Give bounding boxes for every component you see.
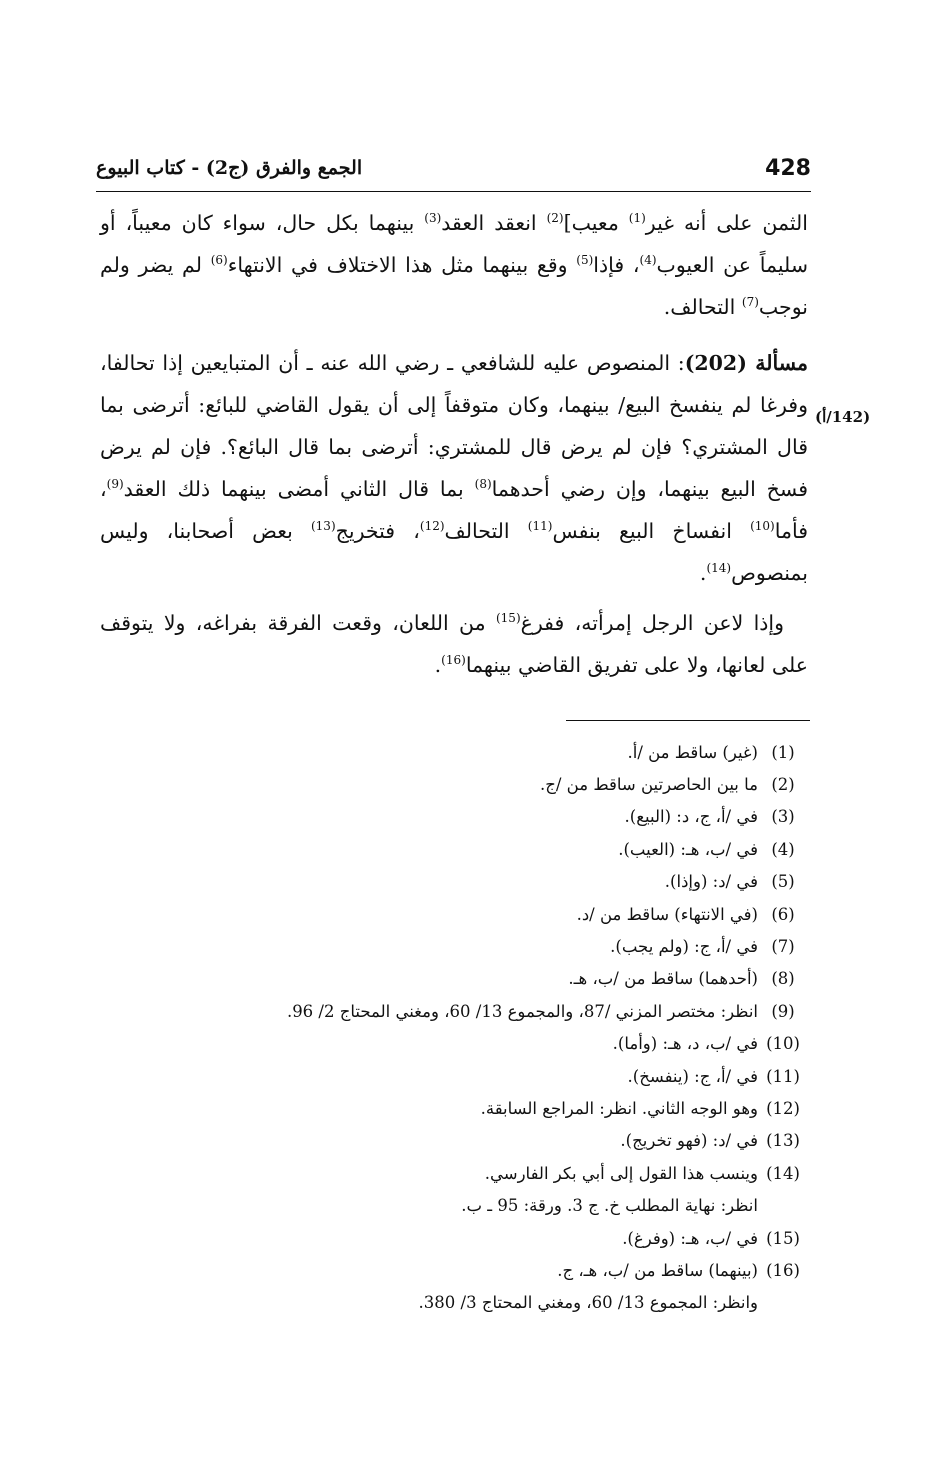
text-run: ، فتخريج [335, 519, 420, 543]
footnote-number: (5) [771, 872, 795, 892]
footnote [180, 768, 808, 800]
paragraph-1 [100, 202, 808, 328]
footnote-ref-7[interactable]: (7) [741, 295, 759, 309]
text-run: ، فإذا [593, 253, 640, 277]
paragraph-issue-202 [100, 342, 808, 594]
footnote-number: (3) [771, 807, 795, 827]
text-run: معيب] [563, 211, 629, 235]
footnote-number: (2) [771, 775, 795, 795]
text-run: الثمن على أنه غير [645, 211, 808, 235]
footnote [180, 736, 808, 768]
paragraph-3 [100, 602, 808, 686]
footnote-text: وانظر: المجموع 13/ 60، ومغني المحتاج 3/ 380. [418, 1293, 758, 1313]
footnote-number: (11) [766, 1066, 800, 1086]
footnote-separator [566, 720, 810, 721]
text-run: بينهما بكل حال، سواء كان معيباً، أو سليماً عن العيوب [100, 211, 808, 277]
footnote [180, 963, 808, 995]
footnote-ref-15[interactable]: (15) [495, 611, 521, 625]
footnote-text: في /ب، هـ: (وفرغ). [622, 1228, 758, 1248]
text-run: انفساخ البيع بنفس [552, 519, 751, 543]
footnote-number: (12) [766, 1098, 800, 1118]
text-run: : المنصوص عليه للشافعي ـ رضي الله عنه ـ أن المتبايعين إذا تحالفا، وفرغا لم ينفسخ البيع/ بينهما، وكان متوقفاً إلى أن يقول القاضي للبائع: أترضى بما قال المشتري؟ فإن لم يرض قال للمشتري: أترضى بما قال البائع؟. فإن لم يرض فسخ البيع بينهما، وإن رضي أحدهما [100, 351, 808, 501]
footnote [180, 1222, 808, 1254]
footnote-continuation [180, 1189, 808, 1221]
footnote-ref-13[interactable]: (13) [310, 519, 336, 533]
text-run: . [434, 653, 442, 677]
footnote-text: في /أ، ج: (ولم يجب). [610, 937, 758, 957]
footnote-number: (15) [766, 1228, 800, 1248]
footnote-text: في /ب، هـ: (العيب). [618, 839, 758, 859]
footnote-ref-14[interactable]: (14) [706, 561, 732, 575]
footnote-text: (أحدهما) ساقط من /ب، هـ. [568, 969, 758, 989]
footnote-text: انظر: نهاية المطلب خ. ج 3. ورقة: 95 ـ ب. [461, 1196, 758, 1216]
footnote [180, 866, 808, 898]
footnote-ref-10[interactable]: (10) [750, 519, 775, 533]
header-rule [96, 191, 811, 192]
text-run: وإذا لاعن الرجل إمرأته، ففرغ [520, 611, 784, 635]
footnote-ref-2[interactable]: (2) [546, 211, 564, 225]
footnote-ref-12[interactable]: (12) [419, 519, 445, 533]
footnote [180, 1254, 808, 1286]
footnote-text: (بينهما) ساقط من /ب، هـ، ج. [557, 1260, 758, 1280]
footnote-ref-8[interactable]: (8) [474, 477, 492, 491]
footnote-text: وينسب هذا القول إلى أبي بكر الفارسي. [484, 1163, 758, 1183]
footnote-number: (7) [771, 937, 795, 957]
footnote-text: في /أ، ج: (ينفسخ). [627, 1066, 758, 1086]
footnote-text: في /د: (فهو تخريج). [620, 1131, 758, 1151]
footnote-ref-16[interactable]: (16) [441, 653, 466, 667]
text-run: ، فأما [100, 477, 808, 543]
footnote-text: في /د: (وإذا). [664, 872, 758, 892]
footnote [180, 1028, 808, 1060]
text-run: بعض أصحابنا، وليس بمنصوص [100, 519, 808, 585]
footnote-text: في /ب، د، هـ: (وأما). [612, 1034, 758, 1054]
footnote-text: (غير) ساقط من /أ. [627, 742, 758, 762]
text-run: بما قال الثاني أمضى بينهما ذلك العقد [123, 477, 475, 501]
footnote [180, 898, 808, 930]
footnote-number: (4) [771, 839, 795, 859]
footnote [180, 930, 808, 962]
footnote-text: انظر: مختصر المزني /87، والمجموع 13/ 60، ومغني المحتاج 2/ 96. [286, 1001, 758, 1021]
footnotes [180, 736, 808, 1319]
footnote [180, 801, 808, 833]
main-text [100, 202, 808, 686]
footnote-number: (6) [771, 904, 795, 924]
footnote-text: وهو الوجه الثاني. انظر: المراجع السابقة. [480, 1098, 758, 1118]
footnote-text: ما بين الحاصرتين ساقط من /ج. [539, 775, 758, 795]
footnote [180, 833, 808, 865]
running-title: الجمع والفرق (ج2) - كتاب البيوع [96, 157, 363, 179]
footnote-text: (في الانتهاء) ساقط من /د. [576, 904, 758, 924]
footnote-ref-6[interactable]: (6) [210, 253, 228, 267]
footnote-number: (9) [771, 1001, 795, 1021]
page-number: 428 [765, 155, 811, 181]
text-run: التحالف. [663, 295, 742, 319]
footnote-ref-4[interactable]: (4) [639, 253, 657, 267]
issue-label: مسألة (202) [684, 351, 808, 375]
footnote-ref-3[interactable]: (3) [424, 211, 442, 225]
text-run: . [699, 561, 707, 585]
footnote [180, 1092, 808, 1124]
text-run: من اللعان، وقعت الفرقة بفراغه، ولا يتوقف على لعانها، ولا على تفريق القاضي بينهما [100, 611, 808, 677]
footnote-number: (16) [766, 1260, 800, 1280]
text-run: التحالف [444, 519, 528, 543]
footnote-continuation [180, 1287, 808, 1319]
footnote-number: (13) [766, 1131, 800, 1151]
text-run: وقع بينهما مثل هذا الاختلاف في الانتهاء [227, 253, 577, 277]
footnote-number: (1) [771, 742, 795, 762]
footnote-ref-9[interactable]: (9) [106, 477, 124, 491]
footnote-number: (14) [766, 1163, 800, 1183]
footnote [180, 1125, 808, 1157]
footnote [180, 1157, 808, 1189]
page-header [96, 148, 811, 188]
footnote-ref-1[interactable]: (1) [628, 211, 646, 225]
text-run: لم يضر ولم نوجب [100, 253, 808, 319]
footnote-number: (10) [766, 1034, 800, 1054]
text-run: انعقد العقد [441, 211, 547, 235]
footnote-ref-5[interactable]: (5) [576, 253, 594, 267]
footnote-number: (8) [771, 969, 795, 989]
footnote-ref-11[interactable]: (11) [527, 519, 553, 533]
footnote-text: في /أ، ج، د: (البيع). [624, 807, 758, 827]
footnote [180, 995, 808, 1027]
margin-folio-note: (142/أ) [815, 408, 871, 426]
footnote [180, 1060, 808, 1092]
